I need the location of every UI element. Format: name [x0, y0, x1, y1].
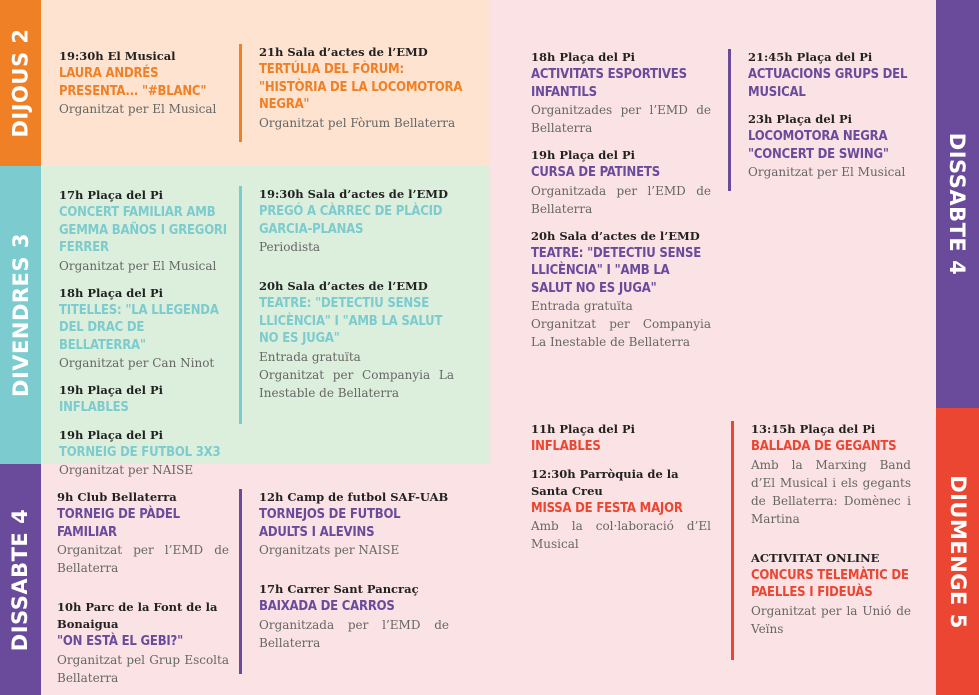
- event-item: [57, 599, 229, 687]
- event-title: INFLABLES: [59, 400, 129, 415]
- event-item: [259, 44, 464, 132]
- event-item: [59, 382, 229, 417]
- day-tab-divendres-3: [0, 166, 41, 464]
- event-title: LOCOMOTORA NEGRA "CONCERT DE SWING": [748, 129, 889, 162]
- event-item: [748, 111, 908, 181]
- event-item: [751, 421, 911, 528]
- event-time-place: 19:30h El Musical: [59, 49, 176, 63]
- dijous-left-column: [59, 48, 224, 128]
- event-note: Organitzat per la Unió de Veïns: [751, 603, 911, 636]
- event-title: PREGÓ A CÀRREC DE PLÀCID GARCIA-PLANAS: [259, 204, 443, 237]
- day-label: DIUMENGE 5: [945, 474, 970, 629]
- event-note: Organitzat per El Musical: [59, 102, 217, 116]
- day-tab-diumenge-5: [936, 408, 979, 695]
- event-time-place: 10h Parc de la Font de la Bonaigua: [57, 600, 218, 631]
- event-time-place: 21h Sala d’actes de l’EMD: [259, 45, 428, 59]
- event-time-place: 20h Sala d’actes de l’EMD: [531, 228, 700, 243]
- event-time-place: 23h Plaça del Pi: [748, 112, 853, 126]
- event-time-place: 12:30h Parròquia de la Santa Creu: [531, 466, 679, 498]
- dissabte-left-column-b: [239, 489, 449, 674]
- event-title: CURSA DE PATINETS: [531, 165, 660, 180]
- dissabte-right-column-b: [728, 49, 908, 191]
- event-time-place: 19h Plaça del Pi: [531, 148, 636, 162]
- day-label: DIJOUS 2: [8, 28, 33, 138]
- event-time-place: 11h Plaça del Pi: [531, 422, 636, 436]
- event-time-place: 17h Plaça del Pi: [59, 188, 164, 202]
- event-note: Entrada gratuïta: [531, 299, 633, 313]
- event-time-place: 19h Plaça del Pi: [59, 427, 164, 442]
- event-note: Organitzats per NAISE: [259, 543, 400, 557]
- event-note: Organitzat per l’EMD de Bellaterra: [57, 543, 229, 575]
- event-time-place: ACTIVITAT ONLINE: [751, 550, 880, 565]
- event-item: [259, 489, 449, 559]
- divendres-left-column: [59, 187, 229, 489]
- event-title: TEATRE: "DETECTIU SENSE LLICÈNCIA" I "AMB LA SALUT NO ES JUGA": [259, 296, 443, 346]
- event-time-place: 13:15h Plaça del Pi: [751, 422, 876, 436]
- event-title: TERTÚLIA DEL FÒRUM: "HISTÒRIA DE LA LOCOMOTORA NEGRA": [259, 62, 463, 112]
- event-item: [751, 550, 911, 638]
- dissabte-left-column-a: [57, 489, 229, 695]
- event-item: [59, 427, 229, 480]
- event-title: BALLADA DE GEGANTS: [751, 439, 897, 454]
- event-time-place: 18h Plaça del Pi: [59, 285, 164, 300]
- event-time-place: 20h Sala d’actes de l’EMD: [259, 279, 428, 293]
- event-title: CONCURS TELEMÀTIC DE PAELLES I FIDEUÀS: [751, 567, 909, 600]
- event-item: [531, 466, 711, 554]
- event-item: [259, 581, 449, 652]
- event-time-place: 12h Camp de futbol SAF-UAB: [259, 490, 449, 504]
- dissabte-right-column-a: [531, 49, 711, 361]
- event-note: Entrada gratuïta: [259, 349, 361, 364]
- event-title: TORNEIG DE PÀDEL FAMILIAR: [57, 507, 180, 540]
- event-item: [59, 285, 229, 373]
- day-label: DISSABTE 4: [945, 132, 970, 276]
- event-note: Organitzat pel Grup Escolta Bellaterra: [57, 652, 229, 685]
- event-item: [748, 49, 908, 101]
- event-title: TORNEIG DE FUTBOL 3X3: [59, 444, 221, 460]
- day-tab-dissabte-4-left: [0, 464, 41, 695]
- event-note: Organitzat per Companyia La Inestable de Bellaterra: [259, 367, 454, 400]
- day-tab-dissabte-4-right: [936, 0, 979, 408]
- event-note: Organitzat per NAISE: [59, 463, 194, 477]
- day-label: DISSABTE 4: [8, 508, 33, 651]
- event-time-place: 19:30h Sala d’actes de l’EMD: [259, 187, 449, 201]
- event-title: TORNEJOS DE FUTBOL ADULTS I ALEVINS: [259, 507, 401, 540]
- day-tab-dijous-2: [0, 0, 41, 166]
- event-item: [531, 228, 711, 352]
- event-time-place: 17h Carrer Sant Pancraç: [259, 582, 419, 596]
- event-item: [259, 278, 454, 402]
- event-item: [59, 48, 224, 118]
- event-note: Amb la col·laboració d’El Musical: [531, 519, 711, 551]
- event-item: [259, 186, 454, 256]
- event-item: [57, 489, 229, 577]
- event-title: BAIXADA DE CARROS: [259, 599, 395, 614]
- event-note: Organitzat per Companyia La Inestable de Bellaterra: [531, 317, 711, 349]
- event-note: Organitzada per l’EMD de Bellaterra: [259, 617, 449, 650]
- event-title: CONCERT FAMILIAR AMB GEMMA BAÑOS I GREGORI FERRER: [59, 205, 227, 255]
- event-item: [531, 421, 711, 456]
- event-note: Organitzades per l’EMD de Bellaterra: [531, 103, 711, 135]
- event-title: TEATRE: "DETECTIU SENSE LLICÈNCIA" I "AMB LA SALUT NO ES JUGA": [531, 245, 701, 296]
- event-time-place: 18h Plaça del Pi: [531, 50, 636, 64]
- event-title: MISSA DE FESTA MAJOR: [531, 500, 683, 516]
- event-title: ACTIVITATS ESPORTIVES INFANTILS: [531, 67, 687, 100]
- event-note: Organitzat pel Fòrum Bellaterra: [259, 115, 456, 130]
- event-time-place: 21:45h Plaça del Pi: [748, 50, 873, 64]
- event-note: Organitzat per El Musical: [59, 258, 217, 273]
- event-time-place: 9h Club Bellaterra: [57, 490, 177, 504]
- event-title: LAURA ANDRÉS PRESENTA... "#BLANC": [59, 66, 207, 99]
- event-title: ACTUACIONS GRUPS DEL MUSICAL: [748, 67, 908, 100]
- event-item: [59, 187, 229, 275]
- day-label: DIVENDRES 3: [8, 233, 33, 397]
- event-note: Amb la Marxing Band d’El Musical i els gegants de Bellaterra: Domènec i Martina: [751, 457, 911, 526]
- event-note: Organitzat per Can Ninot: [59, 356, 215, 370]
- divendres-right-column: [239, 186, 454, 424]
- event-title: INFLABLES: [531, 439, 601, 454]
- event-note: Periodista: [259, 240, 321, 254]
- event-item: [531, 147, 711, 218]
- event-title: "ON ESTÀ EL GEBI?": [57, 634, 184, 649]
- event-time-place: 19h Plaça del Pi: [59, 383, 164, 397]
- event-note: Organitzada per l’EMD de Bellaterra: [531, 183, 711, 216]
- event-note: Organitzat per El Musical: [748, 165, 906, 179]
- event-item: [531, 49, 711, 137]
- event-title: TITELLES: "LA LLEGENDA DEL DRAC DE BELLATERRA": [59, 302, 219, 353]
- dijous-right-column: [239, 44, 464, 142]
- diumenge-left-column: [531, 421, 711, 563]
- diumenge-right-column: [731, 421, 911, 660]
